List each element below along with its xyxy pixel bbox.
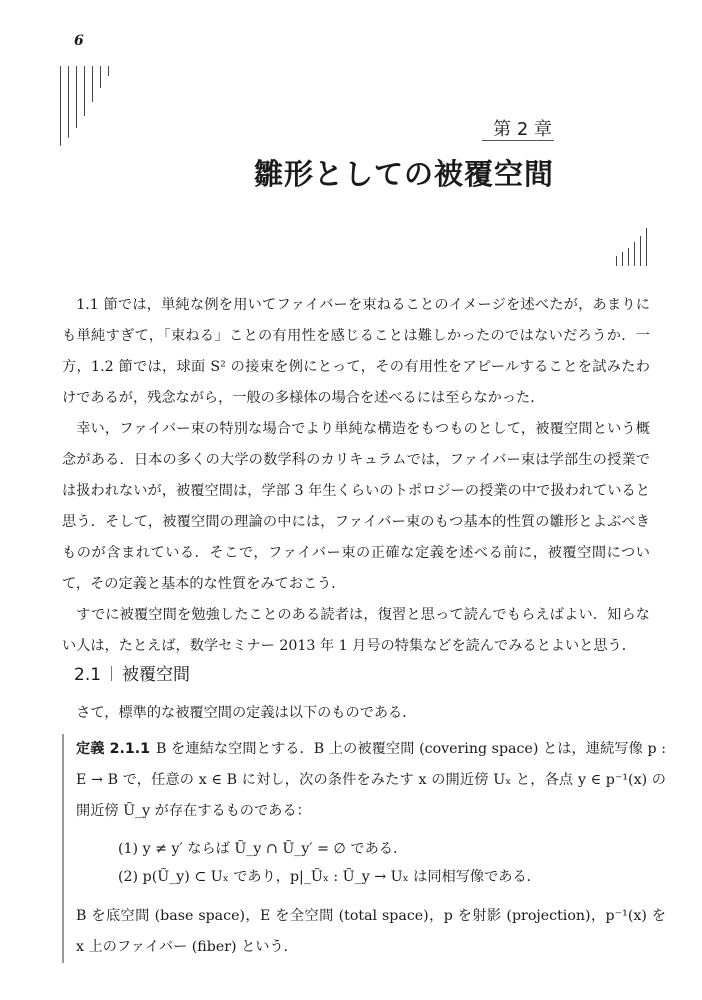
definition-body: B を連結な空間とする．B 上の被覆空間 (covering space) とは，連続写像 p : E → B で，任意の x ∈ B に対し，次の条件をみたす x の開近傍 Uₓ と，各点 y ∈ p⁻¹(x) の開近傍 Ũ_y が存在するものである： (76, 741, 666, 819)
condition-item: (1) y ≠ y′ ならば Ũ_y ∩ Ũ_y′ = ∅ である． (118, 841, 408, 857)
definition-text (76, 734, 666, 827)
decorative-lines-top-left (60, 66, 120, 146)
condition-item: (2) p(Ũ_y) ⊂ Uₓ であり，p|_Ũₓ : Ũ_y → Uₓ は同相写像である． (118, 869, 541, 885)
section-heading (74, 660, 190, 685)
section-intro: さて，標準的な被覆空間の定義は以下のものである． (76, 705, 417, 721)
chapter-rule (482, 140, 554, 141)
paragraph: 幸い，ファイバー束の特別な場合でより単純な構造をもつものとして，被覆空間という概念がある．日本の多くの大学の数学科のカリキュラムでは，ファイバー束は学部生の授業では扱われないが，被覆空間は，学部 3 年生くらいのトポロジーの授業の中で扱われていると思う．そして，被覆空間の理論の中には，ファイバー束のもつ基本的性質の雛形とよぶべきものが含まれている．そこで，ファイバー束の正確な定義を述べる前に，被覆空間について，その定義と基本的な性質をみておこう． (62, 421, 650, 592)
definition-label: 定義 2.1.1 (76, 741, 150, 757)
definition-conditions (76, 835, 666, 891)
chapter-label: 第 2 章 (493, 119, 552, 140)
paragraph: すでに被覆空間を勉強したことのある読者は，復習と思って読んでもらえばよい．知らない人は，たとえば，数学セミナー 2013 年 1 月号の特集などを読んでみるとよいと思う． (62, 607, 650, 654)
decorative-lines-bottom-right (616, 224, 656, 266)
section-divider (111, 666, 112, 681)
paragraph: 1.1 節では，単純な例を用いてファイバーを束ねることのイメージを述べたが，あまりにも単純すぎて，「束ねる」ことの有用性を感じることは難しかったのではないだろうか．一方，1.2 節では，球面 S² の接束を例にとって，その有用性をアピールすることを試みたわけであるが，残念ながら，一般の多様体の場合を述べるには至らなかった． (62, 297, 650, 406)
definition-closing: B を底空間 (base space)，E を全空間 (total space)，p を射影 (projection)，p⁻¹(x) を x 上のファイバー (fiber) という． (76, 908, 666, 955)
page-number: 6 (74, 33, 84, 49)
definition-block (62, 734, 666, 963)
body-text (62, 290, 650, 662)
section-number: 2.1 (74, 665, 102, 685)
chapter-title: 雛形としての被覆空間 (253, 157, 554, 191)
section-title: 被覆空間 (122, 665, 191, 685)
